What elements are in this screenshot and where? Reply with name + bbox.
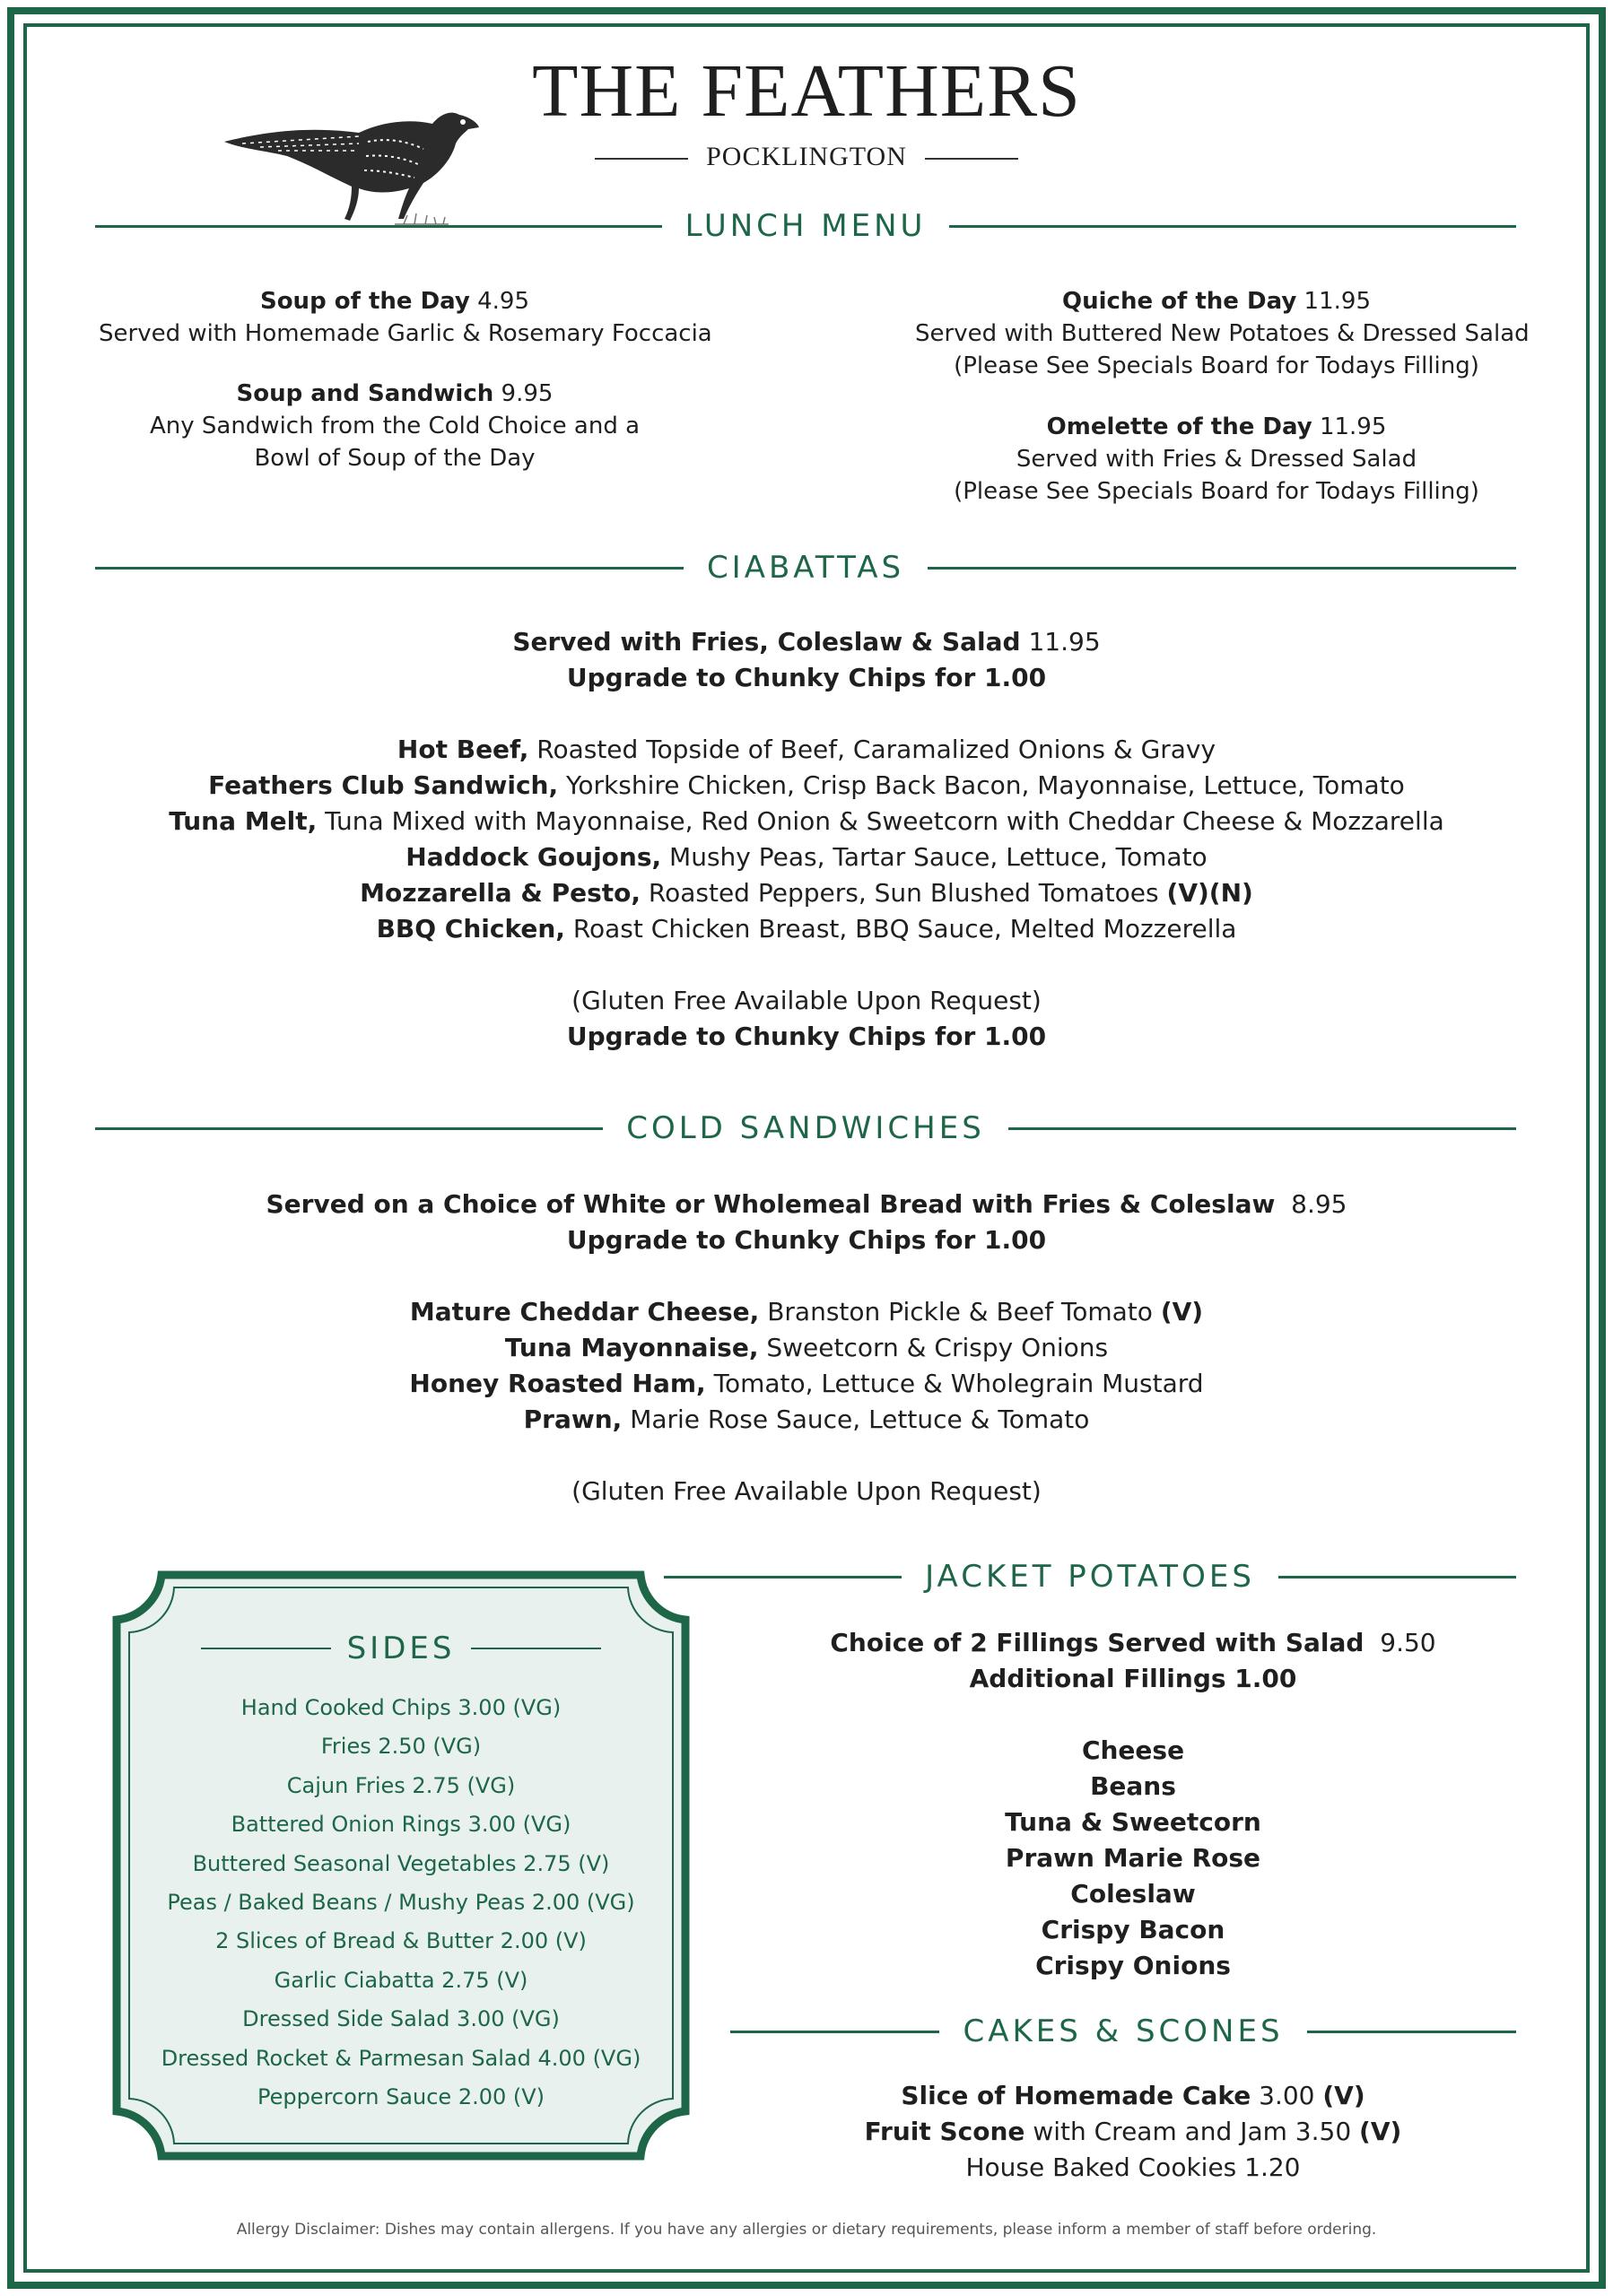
subtitle-rule-left: [595, 158, 688, 160]
cold-item: [0, 1330, 1613, 1366]
item-name: Haddock Goujons,: [405, 842, 662, 872]
rule-line: [95, 1127, 603, 1130]
item-price: 9.95: [501, 380, 554, 407]
cold-item: [0, 1366, 1613, 1402]
item-name: Soup of the Day: [259, 288, 470, 315]
rule-line: [471, 1648, 601, 1649]
rule-line: [949, 225, 1516, 228]
item-desc: House Baked Cookies 1.20: [965, 2152, 1301, 2182]
ciabattas-intro: [0, 624, 1613, 696]
dietary-tag: (V): [1322, 2081, 1365, 2110]
filling-item: Cheese: [1081, 1735, 1185, 1765]
jacket-intro: [709, 1625, 1557, 1697]
subtitle-rule-right: [925, 158, 1018, 160]
upgrade-text: Upgrade to Chunky Chips for 1.00: [566, 1022, 1047, 1051]
filling-item: Prawn Marie Rose: [1005, 1843, 1261, 1873]
item-name: Prawn,: [523, 1405, 623, 1434]
section-title: CAKES & SCONES: [963, 2013, 1284, 2049]
intro-price: 11.95: [1028, 627, 1101, 657]
lunch-item-soup-sandwich: [99, 378, 691, 474]
cold-list: [0, 1294, 1613, 1438]
lunch-item-omelette: [915, 411, 1518, 508]
rule-line: [1307, 2031, 1516, 2033]
additional-text: Additional Fillings 1.00: [969, 1664, 1297, 1693]
item-desc: (Please See Specials Board for Todays Filling): [954, 352, 1479, 379]
sides-list: [111, 1689, 691, 2117]
item-desc: Roasted Peppers, Sun Blushed Tomatoes: [648, 878, 1159, 908]
side-item: Buttered Seasonal Vegetables 2.75 (V): [192, 1850, 610, 1876]
intro-price: 9.50: [1380, 1628, 1436, 1657]
intro-text: Served on a Choice of White or Wholemeal Bread with Fries & Coleslaw: [266, 1189, 1276, 1219]
item-desc: Roasted Topside of Beef, Caramalized Onions & Gravy: [536, 735, 1216, 764]
item-desc: (Please See Specials Board for Todays Filling): [954, 478, 1479, 505]
cakes-list: [709, 2078, 1557, 2186]
ciabattas-list: [0, 732, 1613, 947]
filling-item: Beans: [1090, 1771, 1176, 1801]
rule-line: [95, 567, 684, 570]
item-desc: with Cream and Jam 3.50: [1033, 2117, 1352, 2146]
item-desc: Any Sandwich from the Cold Choice and a: [149, 413, 641, 439]
ciabatta-item: [0, 911, 1613, 947]
dietary-tag: (V): [1160, 1297, 1204, 1326]
section-title: JACKET POTATOES: [925, 1559, 1255, 1595]
item-desc: Yorkshire Chicken, Crisp Back Bacon, Mayonnaise, Lettuce, Tomato: [566, 770, 1405, 800]
side-item: Fries 2.50 (VG): [320, 1734, 482, 1760]
ciabatta-item: [0, 804, 1613, 839]
item-name: Omelette of the Day: [1046, 413, 1312, 440]
filling-item: Crispy Bacon: [1041, 1915, 1225, 1944]
section-ciabattas: [95, 547, 1516, 588]
rule-line: [95, 225, 662, 228]
item-name: Slice of Homemade Cake: [901, 2081, 1251, 2110]
section-sides: [201, 1628, 601, 1669]
lunch-item-soup: [99, 285, 712, 350]
item-name: Mozzarella & Pesto,: [360, 878, 641, 908]
item-desc: Branston Pickle & Beef Tomato: [767, 1297, 1153, 1326]
brand-subtitle-text: POCKLINGTON: [706, 142, 907, 171]
rule-line: [928, 567, 1516, 570]
item-desc: Bowl of Soup of the Day: [254, 445, 536, 472]
brand-title: THE FEATHERS: [532, 49, 1081, 133]
upgrade-text: Upgrade to Chunky Chips for 1.00: [566, 663, 1047, 692]
ciabatta-item: [0, 768, 1613, 804]
item-desc: Roast Chicken Breast, BBQ Sauce, Melted Mozzerella: [572, 914, 1237, 944]
item-desc: Tuna Mixed with Mayonnaise, Red Onion & Sweetcorn with Cheddar Cheese & Mozzarella: [325, 806, 1444, 836]
item-price: 4.95: [477, 288, 530, 315]
item-name: Fruit Scone: [864, 2117, 1025, 2146]
item-desc: 3.00: [1259, 2081, 1315, 2110]
cake-item: [709, 2150, 1557, 2186]
intro-text: Choice of 2 Fillings Served with Salad: [830, 1628, 1365, 1657]
section-title: CIABATTAS: [706, 550, 905, 586]
section-cakes-scones: [730, 2011, 1516, 2052]
item-name: Quiche of the Day: [1062, 288, 1297, 315]
side-item: Peppercorn Sauce 2.00 (V): [257, 2084, 545, 2110]
dietary-tag: (V): [1359, 2117, 1402, 2146]
allergy-disclaimer: Allergy Disclaimer: Dishes may contain allergens. If you have any allergies or dietary requirements, please inform a member of staff before ordering.: [236, 2221, 1377, 2239]
section-title: SIDES: [346, 1631, 456, 1666]
item-price: 11.95: [1303, 288, 1371, 315]
item-name: Tuna Melt,: [169, 806, 318, 836]
side-item: Peas / Baked Beans / Mushy Peas 2.00 (VG): [167, 1890, 635, 1916]
side-item: Battered Onion Rings 3.00 (VG): [231, 1812, 571, 1838]
jacket-fillings: [709, 1733, 1557, 1984]
cold-intro: [0, 1187, 1613, 1258]
ciabattas-footer: [0, 983, 1613, 1055]
side-item: Hand Cooked Chips 3.00 (VG): [240, 1695, 562, 1720]
item-desc: Marie Rose Sauce, Lettuce & Tomato: [630, 1405, 1090, 1434]
dietary-tag: (V)(N): [1166, 878, 1253, 908]
item-desc: Served with Homemade Garlic & Rosemary Foccacia: [99, 320, 712, 347]
item-name: Hot Beef,: [397, 735, 529, 764]
item-name: Soup and Sandwich: [236, 380, 494, 407]
cake-item: [709, 2078, 1557, 2114]
filling-item: Coleslaw: [1070, 1879, 1196, 1909]
lunch-item-quiche: [915, 285, 1530, 382]
section-lunch-menu: [95, 205, 1516, 247]
side-item: Garlic Ciabatta 2.75 (V): [274, 1967, 528, 1993]
item-desc: Tomato, Lettuce & Wholegrain Mustard: [713, 1369, 1204, 1398]
ciabatta-item: [0, 732, 1613, 768]
side-item: Dressed Side Salad 3.00 (VG): [242, 2006, 560, 2032]
item-name: BBQ Chicken,: [376, 914, 565, 944]
item-desc: Mushy Peas, Tartar Sauce, Lettuce, Tomato: [669, 842, 1208, 872]
section-jacket-potatoes: [664, 1556, 1516, 1597]
rule-line: [730, 2031, 939, 2033]
intro-text: Served with Fries, Coleslaw & Salad: [512, 627, 1021, 657]
cold-item: [0, 1294, 1613, 1330]
item-name: Tuna Mayonnaise,: [504, 1333, 759, 1362]
item-price: 11.95: [1319, 413, 1387, 440]
cold-item: [0, 1402, 1613, 1438]
item-desc: Sweetcorn & Crispy Onions: [766, 1333, 1109, 1362]
side-item: Cajun Fries 2.75 (VG): [286, 1772, 516, 1798]
rule-line: [1278, 1576, 1516, 1578]
side-item: 2 Slices of Bread & Butter 2.00 (V): [215, 1928, 587, 1954]
item-name: Feathers Club Sandwich,: [208, 770, 559, 800]
filling-item: Crispy Onions: [1035, 1951, 1231, 1980]
gluten-note: (Gluten Free Available Upon Request): [571, 1476, 1042, 1506]
rule-line: [664, 1576, 902, 1578]
ciabatta-item: [0, 839, 1613, 875]
item-name: Honey Roasted Ham,: [409, 1369, 706, 1398]
side-item: Dressed Rocket & Parmesan Salad 4.00 (VG): [161, 2045, 641, 2071]
rule-line: [201, 1648, 331, 1649]
rule-line: [1008, 1127, 1516, 1130]
upgrade-text: Upgrade to Chunky Chips for 1.00: [566, 1225, 1047, 1255]
item-desc: Served with Fries & Dressed Salad: [1016, 446, 1417, 473]
cake-item: [709, 2114, 1557, 2150]
section-title: COLD SANDWICHES: [626, 1110, 985, 1146]
item-desc: Served with Buttered New Potatoes & Dressed Salad: [915, 320, 1530, 347]
section-title: LUNCH MENU: [684, 208, 927, 244]
cold-footer: [0, 1474, 1613, 1509]
section-cold-sandwiches: [95, 1108, 1516, 1149]
item-name: Mature Cheddar Cheese,: [409, 1297, 760, 1326]
intro-price: 8.95: [1291, 1189, 1347, 1219]
gluten-note: (Gluten Free Available Upon Request): [571, 986, 1042, 1015]
ciabatta-item: [0, 875, 1613, 911]
filling-item: Tuna & Sweetcorn: [1005, 1807, 1261, 1837]
